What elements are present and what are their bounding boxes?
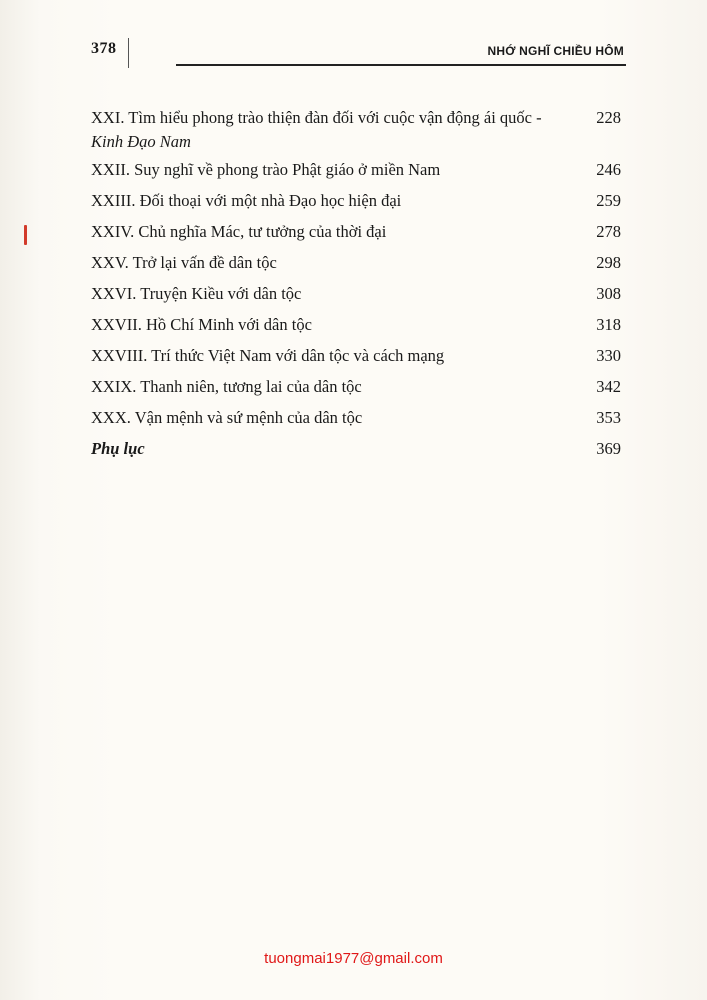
toc-entry-title: XXIX. Thanh niên, tương lai của dân tộc: [91, 377, 362, 396]
header-divider: [128, 38, 129, 68]
toc-entry-title: XXVIII. Trí thức Việt Nam với dân tộc và cách mạng: [91, 346, 445, 365]
toc-entry-page: 259: [596, 191, 621, 210]
toc-entry-page: 308: [596, 284, 621, 303]
toc-entry-page: 369: [596, 439, 621, 458]
toc-entry-page: 330: [596, 346, 621, 365]
toc-entry: [91, 282, 621, 306]
table-of-contents: [91, 106, 621, 468]
toc-entry: [91, 251, 621, 275]
footer-email: tuongmai1977@gmail.com: [264, 950, 443, 967]
toc-entry-title: XXIV. Chủ nghĩa Mác, tư tưởng của thời đại: [91, 222, 387, 241]
page-number: 378: [91, 40, 117, 57]
toc-entry-title: Phụ lục: [91, 439, 145, 458]
toc-entry-title-line2: Kinh Đạo Nam: [91, 132, 191, 151]
toc-entry-title: XXX. Vận mệnh và sứ mệnh của dân tộc: [91, 408, 363, 427]
toc-entry-title: XXV. Trở lại vấn đề dân tộc: [91, 253, 277, 272]
toc-entry-page: 298: [596, 253, 621, 272]
toc-entry-page: 278: [596, 222, 621, 241]
toc-entry-title: XXII. Suy nghĩ về phong trào Phật giáo ở miền Nam: [91, 160, 441, 179]
toc-entry-title: XXIII. Đối thoại với một nhà Đạo học hiện đại: [91, 191, 402, 210]
margin-mark: [24, 225, 27, 245]
toc-entry-title: [91, 106, 581, 154]
toc-entry-page: 246: [596, 160, 621, 179]
toc-entry: [91, 189, 621, 213]
toc-entry-page: 228: [596, 108, 621, 127]
toc-entry: [91, 106, 621, 154]
toc-entry: [91, 313, 621, 337]
toc-entry-page: 353: [596, 408, 621, 427]
toc-entry: [91, 158, 621, 182]
toc-entry: [91, 344, 621, 368]
toc-entry-appendix: [91, 437, 621, 461]
toc-entry: [91, 375, 621, 399]
toc-entry: [91, 406, 621, 430]
toc-entry-title-line1: XXI. Tìm hiểu phong trào thiện đàn đối với cuộc vận động ái quốc -: [91, 108, 542, 127]
page-header: [0, 0, 707, 80]
toc-entry: [91, 220, 621, 244]
toc-entry-page: 342: [596, 377, 621, 396]
toc-entry-page: 318: [596, 315, 621, 334]
toc-entry-title: XXVI. Truyện Kiều với dân tộc: [91, 284, 302, 303]
running-title: NHỚ NGHĨ CHIỀU HÔM: [487, 44, 624, 58]
toc-entry-title: XXVII. Hồ Chí Minh với dân tộc: [91, 315, 312, 334]
header-rule: [176, 64, 626, 66]
